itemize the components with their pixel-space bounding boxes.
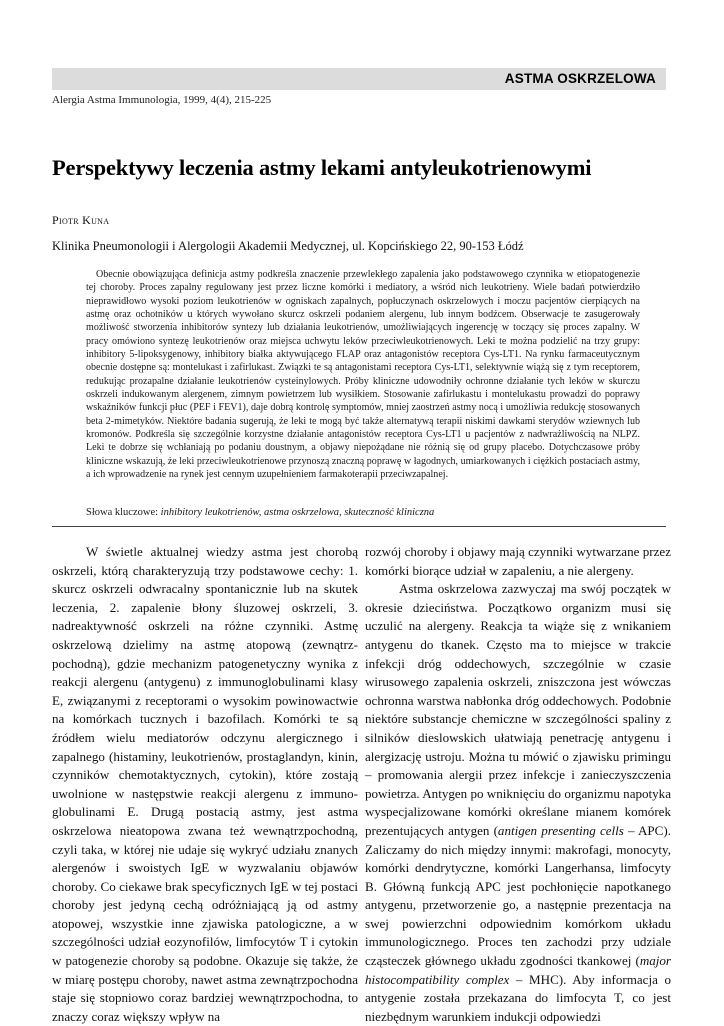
term-mhc: major histocompatibility complex xyxy=(365,953,671,987)
body-column-right xyxy=(365,543,671,1026)
article-title: Perspektywy leczenia astmy lekami antyleukotrienowymi xyxy=(52,155,592,180)
section-band xyxy=(52,68,666,90)
body-text: Astma oskrzelowa zazwyczaj ma swój początek w okresie dzieciństwa. Początkowo organizm musi się uczulić na alergeny. Reakcja ta wiąże się z wnikaniem antygenu do tkanek. Często ma to miejsce w trakcie infekcji dróg oddechowych, szczególnie w czasie wirusowego zapalenia oskrzeli, zniszczona jest wówczas ochronna warstwa nabłonka dróg oddechowych. Podobnie niektóre substancje chemiczne w szczególności spaliny z silników dieslowskich ułatwiają penetrację antygenu i alergizację ustroju. Można tu mówić o zjawisku primingu – promowania alergii przez infekcje i zanieczyszczenia powietrza. Antygen po wniknięciu do organizmu napotyka wyspecjalizowane komórki określane mianem komórek prezentujących antygen ( xyxy=(365,581,671,838)
keywords-list: inhibitory leukotrienów, astma oskrzelowa, skuteczność kliniczna xyxy=(160,507,435,518)
body-paragraph xyxy=(365,580,671,1026)
author-name: Piotr Kuna xyxy=(52,213,110,227)
author-affiliation: Klinika Pneumonologii i Alergologii Akademii Medycznej, ul. Kopcińskiego 22, 90-153 Łódź xyxy=(52,239,524,253)
section-label: ASTMA OSKRZELOWA xyxy=(504,71,656,86)
abstract: Obecnie obowiązująca definicja astmy podkreśla znaczenie przewlekłego zapalenia jako podstawowego czynnika w etiopatogenezie tej choroby. Proces zapalny regulowany jest przez liczne komórki i mediatory, a wśród nich leukotrieny. Wiele badań potwierdziło nieprawidłowo wysoki poziom leukotrienów w ogniskach zapalnych, popłuczynach oskrzelowych i moczu pacjentów cierpiących na astmę oraz ochotników u których wywołano skurcz oskrzeli podaniem alergenu, lub innym bodźcem. Obserwacje te zasugerowały możliwość stworzenia inhibitorów syntezy lub działania leukotrienów, umożliwiających ingerencję w toczący się proces zapalny. W pracy omówiono syntezę leukotrienów oraz miejsca uchwytu leków przeciwleukotrienowych. Leki te można podzielić na trzy grupy: inhibitory 5-lipoksygenowy, inhibitory białka aktywującego FLAP oraz antagonistów receptora Cys-LT1. Na rynku farmaceutycznym obecnie dostępne są: montelukast i zafirlukast. Związki te są antagonistami receptora Cys-LT1, selektywnie wiążą się z tym receptorem, redukując prozapalne działanie leukotrienów cysteinylowych. Próby kliniczne udowodniły ochronne działanie tych leków w skurczu oskrzeli indukowanym alergenem, zimnym powietrzem lub wysiłkiem. Stosowanie zafirlukastu i montelukastu prowadzi do poprawy wskaźników funkcji płuc (PEF i FEV1), daje dobrą kontrolę symptomów, mniej zaostrzeń astmy nocą i umożliwia redukcję stosowanych beta 2-mimetyków. Niektóre badania sugerują, że leki te mogą być także alternatywą terapii niskimi dawkami sterydów wziewnych lub kromonów. Podkreśla się szczególnie korzystne działanie antagonistów receptora Cys-LT1 u pacjentów z nadwrażliwością na NLPZ. Leki te dobrze się wchłaniają po podaniu doustnym, a objawy niepożądane nie różnią się od grupy placebo. Dotychczasowe próby kliniczne wskazują, że leki przeciwleukotrienowe przynoszą znaczną poprawę w łagodnych, umiarkowanych i ciężkich postaciach astmy, a ich wprowadzenie na rynek jest cennym uzupełnieniem farmakoterapii przeciwzapalnej. xyxy=(86,269,640,481)
body-text: – MHC). Aby informacja o antygenie została przekazana do limfocyta T, co jest niezbędnym warunkiem indukcji odpowiedzi xyxy=(365,971,671,1024)
journal-citation: Alergia Astma Immunologia, 1999, 4(4), 215-225 xyxy=(52,94,272,106)
term-apc: antigen presenting cells xyxy=(497,822,624,838)
keywords xyxy=(86,507,434,518)
body-paragraph: W świetle aktualnej wiedzy astma jest chorobą oskrzeli, którą charakteryzują trzy podstawowe cechy: 1. skurcz oskrzeli odwracalny spontanicznie lub na skutek leczenia, 2. zapalenie błony śluzowej oskrzeli, 3. nadreaktywność oskrzeli na różne czynniki. Astmę oskrzelową dzielimy na astmę atopową (zewnątrz-pochodną), gdzie mechanizm patogenetyczny wynika z reakcji alergenu (antygenu) z immunoglobulinami klasy E, związanymi z receptorami o wysokim powinowactwie na komórkach tucznych i bazofilach. Komórki te są źródłem wielu mediatorów odczynu alergicznego i zapalnego (histaminy, leukotrienów, prostaglandyn, kinin, czynników chemotaktycznych, cytokin), które zostają uwolnione w następstwie reakcji alergenu z immuno-globulinami E. Drugą postacią astmy, jest astma oskrzelowa nieatopowa zwana też wewnątrzpochodną, czyli taka, w której nie udaje się wykryć udziału znanych alergenów i swoistych IgE w wyzwalaniu objawów choroby. Co ciekawe brak specyficznych IgE w tej postaci choroby jest jedyną cechą odróżniającą ją od astmy atopowej, wszystkie inne zjawiska patologiczne, a w szczególności udział eozynofilów, limfocytów T i cytokin w patogenezie choroby są podobne. Okazuje się także, że w miarę postępu choroby, nawet astma zewnątrzpochodna staje się stopniowo coraz bardziej wewnątrzpochodna, to znaczy coraz większy wpływ na xyxy=(52,544,358,1024)
body-text: – APC). Zaliczamy do nich między innymi: makrofagi, monocyty, komórki dendrytyczne, komórki Langerhansa, limfocyty B. Główną funkcją APC jest pochłonięcie napotkanego antygenu, przetworzenie go, a następnie prezentacja na swej powierzchni odpowiednim komórkom układu immunologicznego. Proces ten zachodzi przy udziale cząsteczek głównego układu zgodności tkankowej ( xyxy=(365,822,671,969)
divider xyxy=(52,526,666,527)
body-paragraph-continued: rozwój choroby i objawy mają czynniki wytwarzane przez komórki biorące udział w zapaleniu, a nie alergeny. xyxy=(365,544,671,578)
keywords-label: Słowa kluczowe: xyxy=(86,507,159,518)
body-column-left xyxy=(52,543,358,1026)
